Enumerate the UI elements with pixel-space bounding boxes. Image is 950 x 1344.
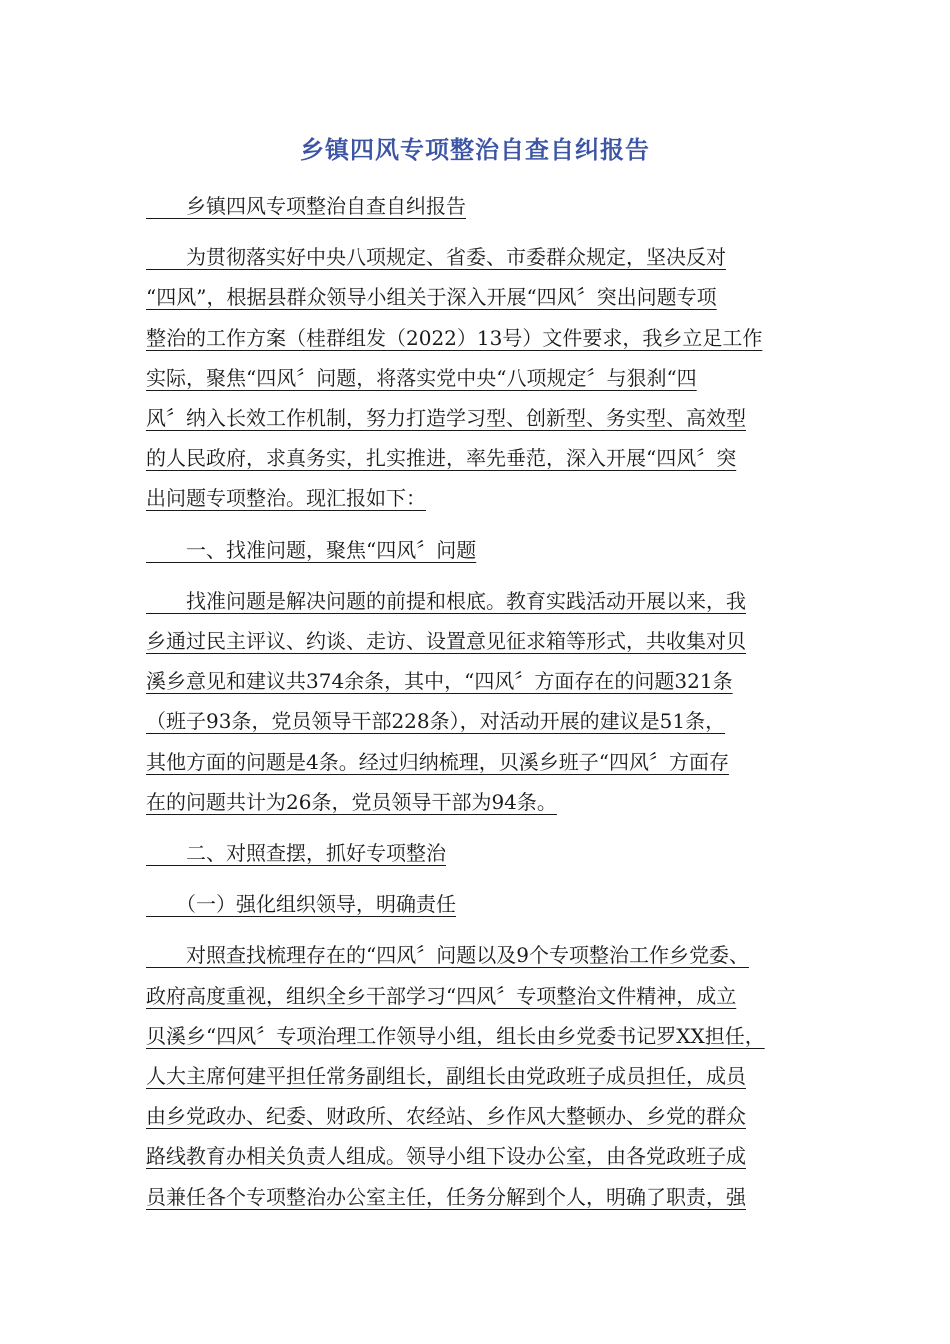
text-line: 政府高度重视，组织全乡干部学习“四风〞专项整治文件精神，成立 xyxy=(146,983,737,1008)
text-line: 由乡党政办、纪委、财政所、农经站、乡作风大整顿办、乡党的群众 xyxy=(146,1104,746,1129)
text-line: 二、对照查摆，抓好专项整治 xyxy=(146,841,446,866)
text-line: 找准问题是解决问题的前提和根底。教育实践活动开展以来，我 xyxy=(146,588,746,613)
paragraph-leadership xyxy=(146,935,826,1216)
text-line: 一、找准问题，聚焦“四风〞问题 xyxy=(146,537,477,562)
text-line: 对照查找梳理存在的“四风〞问题以及9个专项整治工作乡党委、 xyxy=(146,943,749,968)
text-line: 乡镇四风专项整治自查自纠报告 xyxy=(146,194,466,218)
text-line: 风〞纳入长效工作机制，努力打造学习型、创新型、务实型、高效型 xyxy=(146,406,746,431)
text-line: 在的问题共计为26条，党员领导干部为94条。 xyxy=(146,789,557,814)
text-line: 为贯彻落实好中央八项规定、省委、市委群众规定，坚决反对 xyxy=(146,245,726,270)
document-title: 乡镇四风专项整治自查自纠报告 xyxy=(300,136,650,164)
text-line: 乡通过民主评议、约谈、走访、设置意见征求箱等形式，共收集对贝 xyxy=(146,629,746,654)
text-line: 其他方面的问题是4条。经过归纳梳理，贝溪乡班子“四风〞方面存 xyxy=(146,749,729,774)
text-line: （班子93条，党员领导干部228条），对活动开展的建议是51条， xyxy=(146,709,726,734)
text-line: 的人民政府，求真务实，扎实推进，率先垂范，深入开展“四风〞突 xyxy=(146,446,737,471)
text-line: 实际，聚焦“四风〞问题，将落实党中央“八项规定〞与狠刹“四 xyxy=(146,365,697,390)
section-heading xyxy=(146,833,826,873)
text-line: 人大主席何建平担任常务副组长，副组长由党政班子成员担任，成员 xyxy=(146,1064,746,1089)
text-line: “四风”，根据县群众领导小组关于深入开展“四风〞突出问题专项 xyxy=(146,285,717,310)
paragraph-problems xyxy=(146,581,826,822)
section-heading xyxy=(146,186,826,226)
text-line: 溪乡意见和建议共374余条，其中，“四风〞方面存在的问题321条 xyxy=(146,669,733,694)
text-line: 员兼任各个专项整治办公室主任，任务分解到个人，明确了职责，强 xyxy=(146,1184,746,1209)
document-body xyxy=(146,186,826,1217)
text-line: （一）强化组织领导，明确责任 xyxy=(146,892,456,917)
text-line: 出问题专项整治。现汇报如下： xyxy=(146,486,426,511)
section-heading xyxy=(146,530,826,570)
paragraph-intro xyxy=(146,237,826,518)
text-line: 贝溪乡“四风〞专项治理工作领导小组，组长由乡党委书记罗XX担任， xyxy=(146,1023,765,1048)
subsection-heading xyxy=(146,884,826,924)
text-line: 路线教育办相关负责人组成。领导小组下设办公室，由各党政班子成 xyxy=(146,1144,746,1169)
text-line: 整治的工作方案（桂群组发（2022）13号）文件要求，我乡立足工作 xyxy=(146,325,763,350)
